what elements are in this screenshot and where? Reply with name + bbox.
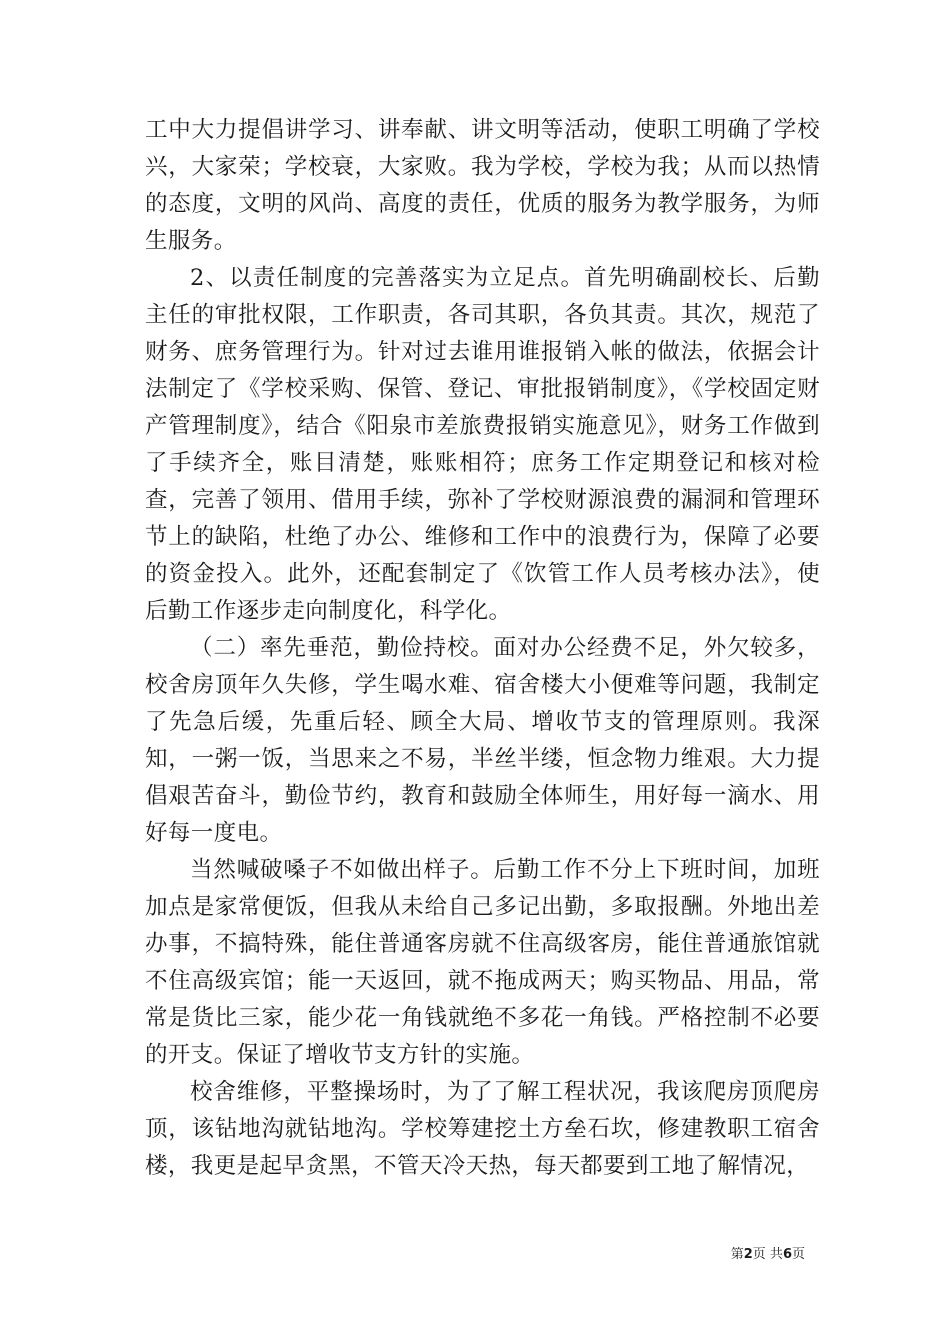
document-body [145, 112, 820, 1185]
paragraph: 校舍维修，平整操场时，为了了解工程状况，我该爬房顶爬房顶，该钻地沟就钻地沟。学校筹建挖土方垒石坎，修建教职工宿舍楼，我更是起早贪黑，不管天冷天热，每天都要到工地了解情况， [145, 1079, 820, 1179]
footer-middle: 页 共 [752, 1247, 783, 1262]
paragraph: 2、以责任制度的完善落实为立足点。首先明确副校长、后勤主任的审批权限，工作职责，各司其职，各负其责。其次，规范了财务、庶务管理行为。针对过去谁用谁报销入帐的做法，依据会计法制定了《学校采购、保管、登记、审批报销制度》，《学校固定财产管理制度》，结合《阳泉市差旅费报销实施意见》，财务工作做到了手续齐全，账目清楚，账账相符；庶务工作定期登记和核对检查，完善了领用、借用手续，弥补了学校财源浪费的漏洞和管理环节上的缺陷，杜绝了办公、维修和工作中的浪费行为，保障了必要的资金投入。此外，还配套制定了《饮管工作人员考核办法》，使后勤工作逐步走向制度化，科学化。 [145, 265, 820, 624]
paragraph: （二）率先垂范，勤俭持校。面对办公经费不足，外欠较多，校舍房顶年久失修，学生喝水难、宿舍楼大小便难等问题，我制定了先急后缓，先重后轻、顾全大局、增收节支的管理原则。我深知，一粥一饭，当思来之不易，半丝半缕，恒念物力维艰。大力提倡艰苦奋斗，勤俭节约，教育和鼓励全体师生，用好每一滴水、用好每一度电。 [145, 635, 820, 846]
footer-suffix: 页 [791, 1247, 805, 1262]
current-page-number: 2 [743, 1247, 753, 1262]
paragraph: 当然喊破嗓子不如做出样子。后勤工作不分上下班时间，加班加点是家常便饭，但我从未给自己多记出勤，多取报酬。外地出差办事，不搞特殊，能住普通客房就不住高级客房，能住普通旅馆就不住高级宾馆；能一天返回，就不拖成两天；购买物品、用品，常常是货比三家，能少花一角钱就绝不多花一角钱。严格控制不必要的开支。保证了增收节支方针的实施。 [145, 857, 820, 1068]
total-pages-number: 6 [782, 1247, 792, 1262]
paragraph: 工中大力提倡讲学习、讲奉献、讲文明等活动，使职工明确了学校兴，大家荣；学校衰，大家败。我为学校，学校为我；从而以热情的态度，文明的风尚、高度的责任，优质的服务为教学服务，为师生服务。 [145, 117, 820, 254]
page-number-footer [731, 1247, 805, 1263]
footer-prefix: 第 [730, 1247, 744, 1262]
